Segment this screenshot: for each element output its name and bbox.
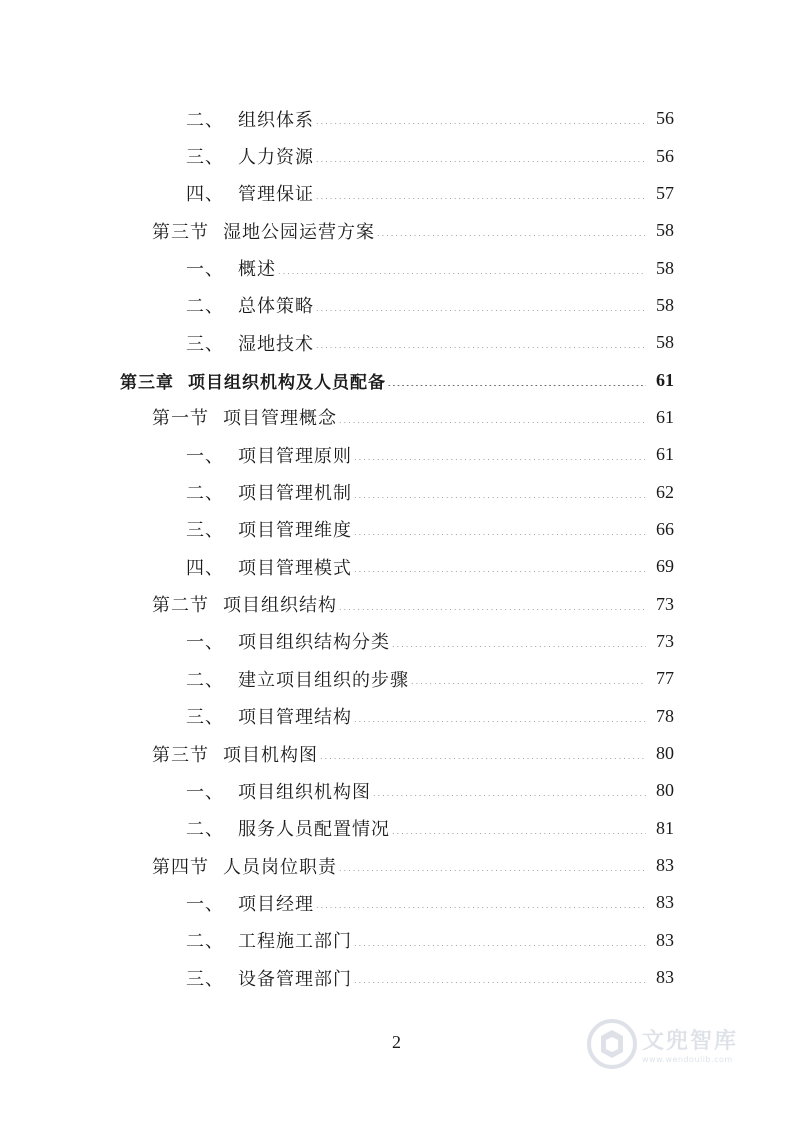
toc-entry-title: 湿地技术 [238, 333, 314, 355]
toc-dot-leader [353, 721, 646, 722]
toc-entry-title: 项目经理 [238, 893, 314, 915]
toc-entry-label [186, 778, 372, 804]
toc-entry-item[interactable] [0, 137, 793, 174]
toc-entry-title: 项目组织机构图 [238, 781, 371, 803]
toc-dot-leader [410, 683, 646, 684]
toc-entry-section[interactable] [0, 212, 793, 249]
toc-dot-leader [315, 123, 646, 124]
toc-entry-number: 四、 [186, 557, 224, 579]
toc-entry-number: 三、 [186, 968, 224, 990]
toc-entry-page: 61 [656, 444, 674, 465]
toc-entry-item[interactable] [0, 922, 793, 959]
toc-entry-page: 73 [656, 593, 674, 614]
toc-entry-page: 83 [656, 929, 674, 950]
toc-entry-page: 56 [656, 108, 674, 129]
toc-entry-title: 项目管理概念 [223, 408, 337, 430]
toc-entry-title: 设备管理部门 [238, 968, 352, 990]
toc-entry-label [186, 666, 410, 692]
toc-entry-page: 58 [656, 257, 674, 278]
toc-entry-title: 总体策略 [238, 296, 314, 318]
toc-entry-number: 第一节 [152, 408, 209, 430]
toc-entry-page: 56 [656, 145, 674, 166]
toc-entry-page: 58 [656, 220, 674, 241]
toc-entry-number: 二、 [186, 109, 224, 131]
toc-entry-item[interactable] [0, 623, 793, 660]
toc-entry-page: 83 [656, 855, 674, 876]
toc-entry-label [152, 404, 338, 430]
toc-entry-label [152, 591, 338, 617]
toc-entry-number: 二、 [186, 819, 224, 841]
toc-entry-label [186, 927, 353, 953]
toc-entry-page: 83 [656, 967, 674, 988]
toc-entry-label [152, 218, 376, 244]
watermark-title: 文兜智库 [642, 1029, 739, 1054]
toc-entry-number: 一、 [186, 259, 224, 281]
toc-entry-title: 项目管理模式 [238, 557, 352, 579]
toc-entry-page: 61 [656, 369, 674, 390]
toc-entry-title: 工程施工部门 [238, 931, 352, 953]
toc-entry-number: 第三章 [120, 372, 174, 393]
toc-entry-title: 项目管理原则 [238, 445, 352, 467]
toc-entry-number: 二、 [186, 931, 224, 953]
toc-entry-title: 项目机构图 [223, 744, 318, 766]
toc-dot-leader [353, 571, 646, 572]
toc-dot-leader [315, 347, 646, 348]
toc-entry-item[interactable] [0, 959, 793, 996]
toc-dot-leader [277, 273, 646, 274]
toc-dot-leader [391, 646, 646, 647]
toc-entry-number: 二、 [186, 296, 224, 318]
toc-entry-label [186, 180, 315, 206]
toc-entry-label [120, 368, 387, 393]
toc-entry-item[interactable] [0, 249, 793, 286]
page-number: 2 [392, 1032, 401, 1052]
toc-dot-leader [319, 758, 646, 759]
toc-entry-item[interactable] [0, 324, 793, 361]
toc-entry-section[interactable] [0, 399, 793, 436]
toc-dot-leader [353, 497, 646, 498]
toc-entry-title: 人员岗位职责 [223, 856, 337, 878]
toc-entry-item[interactable] [0, 660, 793, 697]
toc-entry-section[interactable] [0, 847, 793, 884]
table-of-contents [0, 100, 793, 996]
toc-entry-title: 湿地公园运营方案 [223, 221, 375, 243]
toc-entry-page: 73 [656, 630, 674, 651]
toc-entry-label [186, 292, 315, 318]
toc-entry-label [186, 516, 353, 542]
toc-entry-label [186, 143, 315, 169]
toc-entry-title: 项目管理维度 [238, 520, 352, 542]
toc-entry-number: 三、 [186, 333, 224, 355]
watermark-logo-icon [586, 1018, 638, 1070]
toc-entry-page: 61 [656, 406, 674, 427]
watermark [586, 1014, 756, 1074]
toc-entry-title: 项目组织结构分类 [238, 632, 390, 654]
toc-entry-label [186, 442, 353, 468]
toc-dot-leader [315, 198, 646, 199]
toc-entry-item[interactable] [0, 473, 793, 510]
toc-entry-label [186, 965, 353, 991]
toc-entry-label [152, 741, 319, 767]
toc-entry-page: 69 [656, 556, 674, 577]
toc-entry-number: 二、 [186, 483, 224, 505]
toc-entry-number: 四、 [186, 184, 224, 206]
toc-entry-item[interactable] [0, 548, 793, 585]
toc-entry-title: 项目管理机制 [238, 483, 352, 505]
toc-entry-number: 第三节 [152, 744, 209, 766]
toc-entry-page: 83 [656, 892, 674, 913]
toc-entry-page: 78 [656, 705, 674, 726]
toc-entry-page: 62 [656, 481, 674, 502]
toc-entry-item[interactable] [0, 100, 793, 137]
toc-entry-label [186, 628, 391, 654]
toc-entry-item[interactable] [0, 287, 793, 324]
toc-entry-title: 建立项目组织的步骤 [238, 669, 409, 691]
toc-entry-title: 人力资源 [238, 147, 314, 169]
toc-entry-page: 81 [656, 817, 674, 838]
toc-entry-item[interactable] [0, 175, 793, 212]
toc-entry-title: 管理保证 [238, 184, 314, 206]
watermark-url: www.wendoulib.com [642, 1055, 733, 1064]
toc-entry-item[interactable] [0, 698, 793, 735]
toc-entry-number: 第二节 [152, 595, 209, 617]
toc-entry-item[interactable] [0, 436, 793, 473]
toc-dot-leader [353, 459, 646, 460]
toc-dot-leader [391, 833, 646, 834]
toc-entry-chapter[interactable] [0, 361, 793, 398]
toc-entry-page: 80 [656, 743, 674, 764]
toc-entry-page: 58 [656, 294, 674, 315]
toc-entry-label [186, 479, 353, 505]
toc-entry-section[interactable] [0, 585, 793, 622]
toc-entry-number: 一、 [186, 445, 224, 467]
toc-entry-title: 项目组织机构及人员配备 [188, 372, 386, 393]
toc-entry-label [186, 703, 353, 729]
toc-entry-number: 一、 [186, 632, 224, 654]
toc-entry-item[interactable] [0, 511, 793, 548]
toc-entry-label [186, 255, 277, 281]
toc-entry-page: 57 [656, 182, 674, 203]
toc-entry-title: 项目管理结构 [238, 707, 352, 729]
toc-entry-label [152, 853, 338, 879]
toc-dot-leader [387, 385, 646, 386]
toc-entry-number: 一、 [186, 893, 224, 915]
toc-entry-title: 概述 [238, 259, 276, 281]
toc-dot-leader [315, 161, 646, 162]
toc-dot-leader [338, 609, 646, 610]
toc-entry-number: 三、 [186, 147, 224, 169]
toc-entry-number: 二、 [186, 669, 224, 691]
toc-entry-title: 服务人员配置情况 [238, 819, 390, 841]
toc-dot-leader [376, 235, 646, 236]
toc-dot-leader [315, 907, 646, 908]
toc-entry-page: 58 [656, 332, 674, 353]
toc-entry-item[interactable] [0, 810, 793, 847]
toc-entry-title: 组织体系 [238, 109, 314, 131]
toc-entry-item[interactable] [0, 884, 793, 921]
toc-entry-number: 三、 [186, 707, 224, 729]
toc-entry-label [186, 890, 315, 916]
toc-dot-leader [315, 310, 646, 311]
toc-entry-number: 第四节 [152, 856, 209, 878]
toc-entry-number: 三、 [186, 520, 224, 542]
toc-dot-leader [338, 422, 646, 423]
toc-entry-number: 第三节 [152, 221, 209, 243]
toc-entry-number: 一、 [186, 781, 224, 803]
toc-entry-page: 66 [656, 518, 674, 539]
toc-dot-leader [338, 870, 646, 871]
toc-entry-section[interactable] [0, 735, 793, 772]
toc-entry-page: 77 [656, 668, 674, 689]
toc-entry-page: 80 [656, 780, 674, 801]
toc-entry-label [186, 554, 353, 580]
toc-entry-label [186, 815, 391, 841]
toc-dot-leader [353, 982, 646, 983]
toc-entry-label [186, 106, 315, 132]
toc-entry-item[interactable] [0, 772, 793, 809]
toc-entry-label [186, 330, 315, 356]
toc-dot-leader [353, 945, 646, 946]
toc-dot-leader [353, 534, 646, 535]
toc-entry-title: 项目组织结构 [223, 595, 337, 617]
toc-dot-leader [372, 795, 646, 796]
